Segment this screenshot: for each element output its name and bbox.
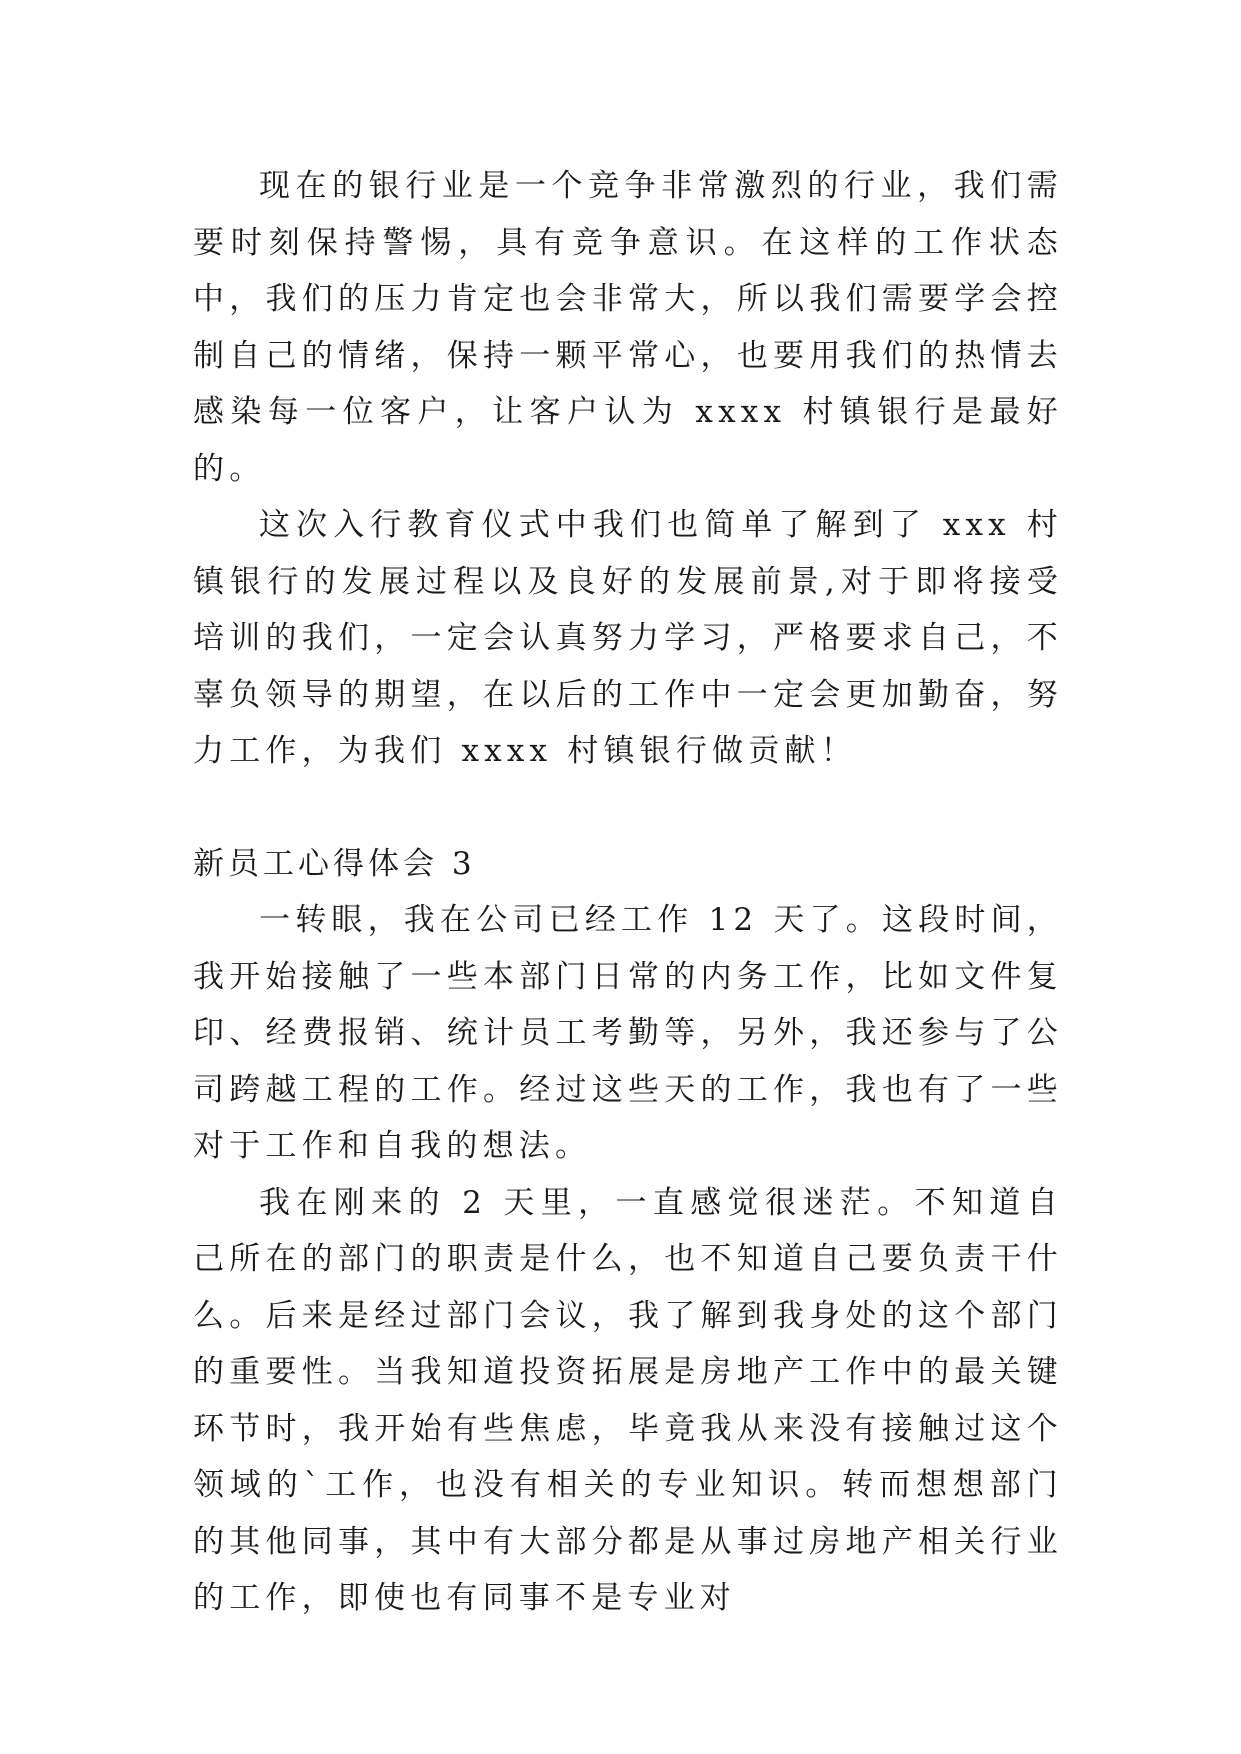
section-heading: 新员工心得体会 3 [193,845,476,882]
paragraph-twelve-days: 一转眼，我在公司已经工作 12 天了。这段时间，我开始接触了一些本部门日常的内务工作，比如文件复印、经费报销、统计员工考勤等，另外，我还参与了公司跨越工程的工作。经过这些天的工作，我也有了一些对于工作和自我的想法。 [193,902,1063,1164]
paragraph-bank-industry: 现在的银行业是一个竞争非常激烈的行业，我们需要时刻保持警惕，具有竞争意识。在这样的工作状态中，我们的压力肯定也会非常大，所以我们需要学会控制自己的情绪，保持一颗平常心，也要用我们的热情去感染每一位客户，让客户认为 xxxx 村镇银行是最好的。 [193,168,1063,487]
paragraph-induction-ceremony: 这次入行教育仪式中我们也简单了解到了 xxx 村镇银行的发展过程以及良好的发展前景,对于即将接受培训的我们，一定会认真努力学习，严格要求自己，不辜负领导的期望，在以后的工作中一定会更加勤奋，努力工作，为我们 xxxx 村镇银行做贡献！ [193,507,1063,769]
document-body [193,158,1063,1627]
paragraph-first-days: 我在刚来的 2 天里，一直感觉很迷茫。不知道自己所在的部门的职责是什么，也不知道自己要负责干什么。后来是经过部门会议，我了解到我身处的这个部门的重要性。当我知道投资拓展是房地产工作中的最关键环节时，我开始有些焦虑，毕竟我从来没有接触过这个领域的`工作，也没有相关的专业知识。转而想想部门的其他同事，其中有大部分都是从事过房地产相关行业的工作，即使也有同事不是专业对 [193,1184,1063,1616]
section-spacer [193,780,1063,836]
